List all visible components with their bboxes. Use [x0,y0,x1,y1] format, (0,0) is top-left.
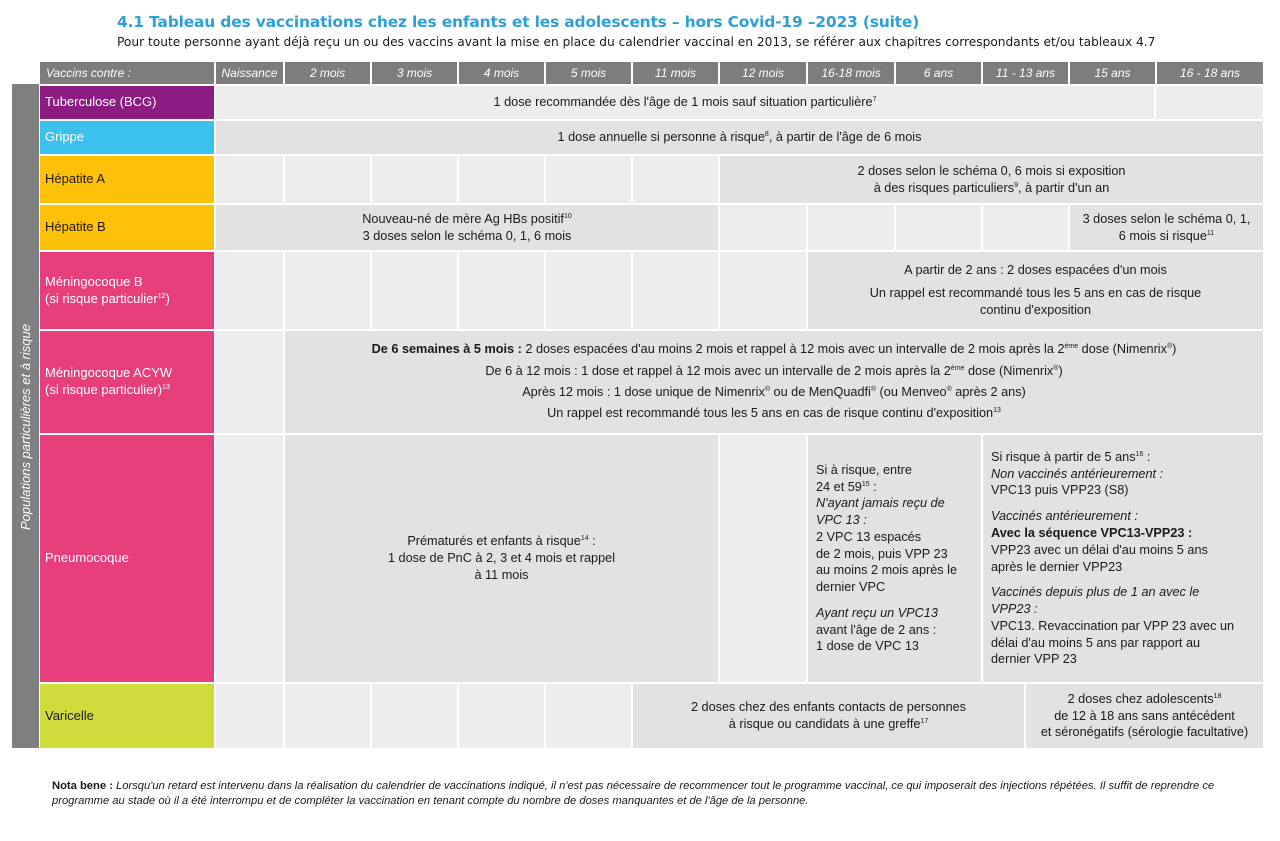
empty-cell [285,684,370,748]
empty-cell [546,684,631,748]
schedule-cell-pneumocoque-5-ans: Si risque à partir de 5 ans$^{16}$ : Non vaccinés antérieurement : VPC13 puis VPP23 (S8) Vaccinés antérieurement : Avec la séquence VPC13-VPP23 : VPP23 avec un délai d'au moins 5 ans après le dernier VPP23 Vaccinés depuis plus de 1 an avec le VPP23 : VPC13. Revaccination par VPP 23 avec un délai d'au moins 5 ans par rapport au dernier VPP 23 [983,435,1263,682]
schedule-cell-hepatite-a: 2 doses selon le schéma 0, 6 mois si exposition à des risques particuliers$^9$, à partir d'un an [720,156,1263,203]
empty-cell [459,684,544,748]
header-age: 3 mois [372,62,457,84]
vaccine-label-hepatite-b: Hépatite B [40,205,214,250]
header-age: 4 mois [459,62,544,84]
empty-cell [216,156,283,203]
schedule-cell-varicelle-adolescents: 2 doses chez adolescents$^{18}$ de 12 à 18 ans sans antécédent et séronégatifs (sérologie facultative) [1026,684,1263,748]
header-age: 6 ans [896,62,981,84]
header-age: 15 ans [1070,62,1155,84]
schedule-cell-pneumocoque-24-59: Si à risque, entre 24 et $59^{15}$ : N'ayant jamais reçu de VPC 13 : 2 VPC 13 espacés de 2 mois, puis VPP 23 au moins 2 mois après le dernier VPC Ayant reçu un VPC13 avant l'âge de 2 ans : 1 dose de VPC 13 [808,435,981,682]
header-age: 12 mois [720,62,806,84]
schedule-cell-hepatite-b-risk: 3 doses selon le schéma 0, 1, 6 mois si risque$^{11}$ [1070,205,1263,250]
header-age: 16 - 18 ans [1157,62,1263,84]
empty-cell [459,156,544,203]
header-age: 2 mois [285,62,370,84]
empty-cell [720,435,806,682]
schedule-cell-pneumocoque-infant: Prématurés et enfants à risque$^{14}$ : 1 dose de PnC à 2, 3 et 4 mois et rappel à 11 mois [285,435,718,682]
vaccine-label-varicelle: Varicelle [40,684,214,748]
empty-cell [546,252,631,329]
vaccine-label-grippe: Grippe [40,121,214,154]
sidebar-label: Populations particulières et à risque [18,324,33,530]
schedule-cell-varicelle-contacts: 2 doses chez des enfants contacts de personnes à risque ou candidats à une greffe$^{17}$ [633,684,1024,748]
page-title: 4.1 Tableau des vaccinations chez les enfants et les adolescents – hors Covid-19 –2023 (suite) [117,13,920,31]
header-vaccins-contre: Vaccins contre : [40,62,214,84]
header-age: 11 - 13 ans [983,62,1068,84]
empty-cell [372,252,457,329]
empty-cell [372,684,457,748]
header-age: Naissance [216,62,283,84]
header-age: 11 mois [633,62,718,84]
empty-cell [720,252,806,329]
schedule-cell-meningocoque-acyw: De 6 semaines à 5 mois : 2 doses espacées d'au moins 2 mois et rappel à 12 mois avec un intervalle de 2 mois après la 2ème dose (Nimenrix®) De 6 à 12 mois : 1 dose et rappel à 12 mois avec un intervalle de 2 mois après la 2ème dose (Nimenrix®) Après 12 mois : 1 dose unique de Nimenrix® ou de MenQuadfi® (ou Menveo® après 2 ans) Un rappel est recommandé tous les 5 ans en cas de risque continu d'exposition$^{13}$ [285,331,1263,433]
empty-cell [983,205,1068,250]
vaccine-label-pneumocoque: Pneumocoque [40,435,214,682]
header-age: 5 mois [546,62,631,84]
schedule-cell-hepatite-b-newborn: Nouveau-né de mère Ag HBs positif$^{10}$ 3 doses selon le schéma 0, 1, 6 mois [216,205,718,250]
vaccine-label-meningocoque-b: Méningocoque B (si risque particulier$^{12}$) [40,252,214,329]
empty-cell [896,205,981,250]
empty-cell [720,205,806,250]
nota-bene [52,779,1242,810]
nota-bene-text: Lorsqu'un retard est intervenu dans la réalisation du calendrier de vaccinations indiqué, il n'est pas nécessaire de recommencer tout le programme vaccinal, ce qui imposerait des injections répétées. Il suffit de reprendre ce programme au stade où il a été interrompu et de compléter la vaccination en tenant compte du nombre de doses manquantes et de l'âge de la personne. [52,780,1215,808]
page-subtitle: Pour toute personne ayant déjà reçu un ou des vaccins avant la mise en place du calendrier vaccinal en 2013, se référer aux chapitres correspondants et/ou tableaux 4.7 [117,35,1156,49]
empty-cell [1156,86,1263,119]
empty-cell [633,252,718,329]
schedule-cell-tuberculose: 1 dose recommandée dès l'âge de 1 mois sauf situation particulière$^7$ [216,86,1154,119]
empty-cell [546,156,631,203]
vaccine-label-hepatite-a: Hépatite A [40,156,214,203]
schedule-cell-grippe: 1 dose annuelle si personne à risque$^8$, à partir de l'âge de 6 mois [216,121,1263,154]
vaccine-label-tuberculose: Tuberculose (BCG) [40,86,214,119]
empty-cell [459,252,544,329]
header-age: 16-18 mois [808,62,894,84]
empty-cell [216,435,283,682]
empty-cell [285,252,370,329]
nota-bene-label: Nota bene : [52,780,113,792]
empty-cell [216,252,283,329]
vaccine-label-meningocoque-acyw: Méningocoque ACYW (si risque particulier)$^{13}$ [40,331,214,433]
empty-cell [216,684,283,748]
schedule-cell-meningocoque-b: A partir de 2 ans : 2 doses espacées d'un mois Un rappel est recommandé tous les 5 ans en cas de risque continu d'exposition [808,252,1263,329]
empty-cell [633,156,718,203]
empty-cell [808,205,894,250]
empty-cell [285,156,370,203]
empty-cell [216,331,283,433]
empty-cell [372,156,457,203]
